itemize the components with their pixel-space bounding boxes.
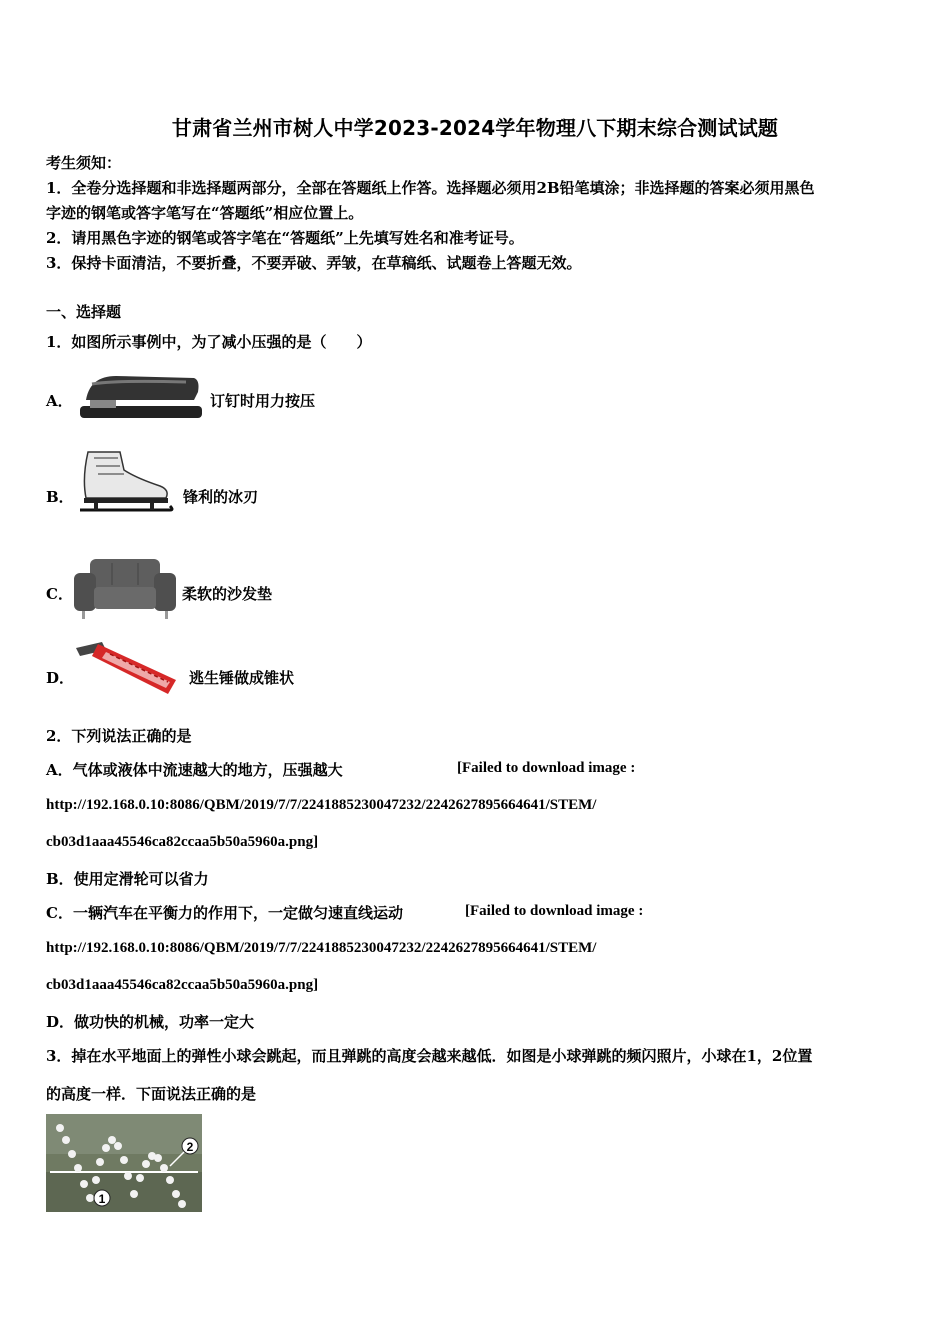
q2-option-b: B．使用定滑轮可以省力 [46, 870, 209, 888]
notice-item-3: 3．保持卡面清洁，不要折叠，不要弄破、弄皱，在草稿纸、试题卷上答题无效。 [46, 254, 582, 272]
q2-c-image-url-1: http://192.168.0.10:8086/QBM/2019/7/7/2241885230047232/2242627895664641/STEM/ [46, 940, 597, 956]
q1-option-c-label: C． [46, 585, 73, 603]
q2-option-a: A．气体或液体中流速越大的地方，压强越大 [46, 761, 343, 779]
q1-option-b-label: B． [46, 488, 74, 506]
q1-option-a-text: 订钉时用力按压 [210, 392, 316, 410]
notice-item-1-cont: 字迹的钢笔或答字笔写在“答题纸”相应位置上。 [46, 204, 364, 222]
q1-option-d-label: D． [46, 669, 75, 687]
q3-stem-line-2: 的高度一样．下面说法正确的是 [46, 1085, 257, 1103]
q2-a-image-url-1: http://192.168.0.10:8086/QBM/2019/7/7/2241885230047232/2242627895664641/STEM/ [46, 797, 597, 813]
section-heading: 一、选择题 [46, 303, 122, 321]
sofa-icon [72, 555, 178, 621]
notice-item-1: 1．全卷分选择题和非选择题两部分，全部在答题纸上作答。选择题必须用2B铅笔填涂；非选择题的答案必须用黑色 [46, 179, 815, 197]
q1-option-d-text: 逃生锤做成锥状 [189, 669, 295, 687]
photo-label-2: 2 [186, 1140, 194, 1154]
q2-option-c: C．一辆汽车在平衡力的作用下，一定做匀速直线运动 [46, 904, 403, 922]
q2-stem: 2．下列说法正确的是 [46, 727, 192, 745]
q1-option-c-text: 柔软的沙发垫 [182, 585, 273, 603]
escape-hammer-icon [72, 636, 184, 698]
q3-stem-line-1: 3．掉在水平地面上的弹性小球会跳起，而且弹跳的高度会越来越低．如图是小球弹跳的频闪照片，小球在1，2位置 [46, 1047, 813, 1065]
q2-c-image-url-2: cb03d1aaa45546ca82ccaa5b50a5960a.png] [46, 977, 319, 993]
q1-option-b-text: 锋利的冰刃 [183, 488, 259, 506]
q2-a-image-error: [Failed to download image : [457, 760, 636, 776]
notice-heading: 考生须知： [46, 154, 122, 172]
q2-c-image-error: [Failed to download image : [465, 903, 644, 919]
q2-a-image-url-2: cb03d1aaa45546ca82ccaa5b50a5960a.png] [46, 834, 319, 850]
stapler-icon [76, 370, 204, 422]
q2-option-d: D．做功快的机械，功率一定大 [46, 1013, 255, 1031]
page-title: 甘肃省兰州市树人中学2023-2024学年物理八下期末综合测试试题 [171, 116, 779, 140]
bouncing-ball-photo [46, 1114, 202, 1212]
notice-item-2: 2．请用黑色字迹的钢笔或答字笔在“答题纸”上先填写姓名和准考证号。 [46, 229, 524, 247]
photo-label-1: 1 [98, 1192, 106, 1206]
ice-skate-icon [78, 448, 174, 516]
q1-option-a-label: A． [46, 392, 73, 410]
q1-stem: 1．如图所示事例中，为了减小压强的是（ ） [46, 333, 372, 351]
